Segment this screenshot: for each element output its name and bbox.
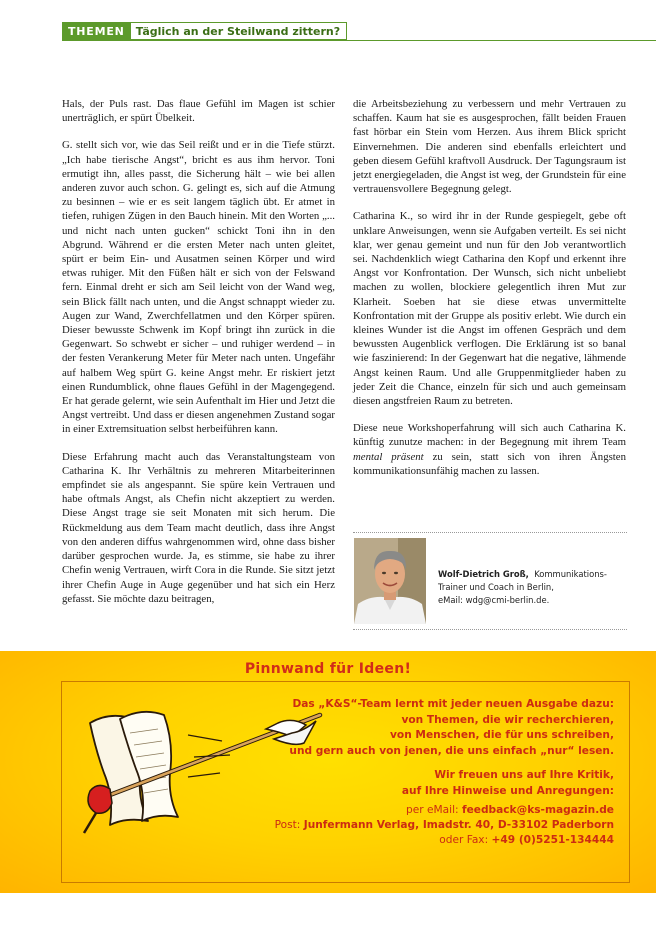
left-paragraph-2: G. stellt sich vor, wie das Seil reißt und er in die Tiefe stürzt. „Ich habe tierische Angst“, bricht es aus ihm hervor. Toni ermutigt ihn, alles passt, die Sicherung hält – wie bei allen anderen zuvor auch schon. G. gelingt es, sich auf die Atmung zu besinnen – wie er es seit langem täglich übt. Er atmet in tiefen, ruhigen Zügen in den Bauch hinein. Mit den Worten „... und nicht nach unten gucken“ schickt Toni ihn in den Abgrund. Während er die ersten Meter nach unten gleitet, spürt er beim Ein- und Ausatmen seinen Körper und wird etwas ruhiger. Mit den Füßen hält er sich von der Felswand fern. Einmal dreht er sich am Seil leicht von der Wand weg, sein Blick fällt nach unten, und die Angst schnappt wieder zu. Augen zur Wand, Zwerchfellatmen und den Körper spüren. Dieser bewusste Schwenk im Kopf bringt ihn zurück in die Gegenwart. So schwebt er sicher – und ruhiger werdend – in der festen Verankerung Meter für Meter nach unten. Ungefähr auf halbem Weg spürt G. keine Angst mehr. Er riskiert jetzt einen Rundumblick, ohne flaues Gefühl in der Magengegend. Er hat gerade gelernt, wie sein Aufenthalt im Hier und Jetzt die Angst vertreibt. Und dass er diesen angenehmen Zustand sogar in einer Extremsituation selbst herbeiführen kann. bbox=[62, 139, 335, 436]
left-paragraph-1: Hals, der Puls rast. Das flaue Gefühl im Magen ist schier unerträglich, er spürt Übelkeit. bbox=[62, 98, 335, 125]
p3-text-end: zu sein, statt sich von ihren Ängsten kommunikationsunfähig machen zu lassen. bbox=[353, 450, 626, 477]
fax-label: oder Fax: bbox=[439, 834, 492, 847]
author-name: Wolf-Dietrich Groß, bbox=[438, 569, 529, 579]
author-role-1: Kommunikations- bbox=[534, 569, 607, 579]
pinnwand-title: Pinnwand für Ideen! bbox=[244, 661, 412, 677]
message-line: von Menschen, die für uns schreiben, bbox=[390, 729, 614, 742]
author-bio bbox=[438, 568, 628, 607]
right-paragraph-3 bbox=[353, 421, 626, 478]
message-line: und gern auch von jenen, die uns einfach „nur“ lesen. bbox=[289, 744, 614, 757]
post-label: Post: bbox=[274, 819, 304, 832]
message-line: von Themen, die wir recherchieren, bbox=[401, 713, 614, 726]
fax-number: +49 (0)5251-134444 bbox=[491, 834, 614, 847]
message-line: Wir freuen uns auf Ihre Kritik, bbox=[434, 769, 614, 782]
contact-email-line bbox=[194, 803, 614, 818]
left-column bbox=[62, 97, 335, 619]
section-header bbox=[62, 22, 347, 40]
pinnwand-message bbox=[194, 697, 614, 800]
pinnwand-panel bbox=[0, 651, 656, 893]
right-paragraph-2: Catharina K., so wird ihr in der Runde gespiegelt, gebe oft unklare Anweisungen, wenn sie Aufgaben verteilt. Es sei nicht klar, wer genau gemeint und nun für den Job verantwortlich sei. Nachdenklich wiegt Catharina den Kopf und erkennt ihre Angst vor Konfrontation. Der Wunsch, sich nicht unbeliebt machen zu wollen, blockiere gelegentlich ihren Mut zur Klarheit. Soeben hat sie diese etwas unvermittelte Konfrontation mit der Gruppe als positiv erlebt. Wie durch ein kleines Wunder ist die Angst im offenen Gespräch und dem bewussten Augenblick verflogen. Die Erklärung ist so banal wie faszinierend: In der Gegenwart hat die negative, lähmende Angst keinen Raum. Und alle Gruppenmitglieder haben zu jeder Zeit die Chance, einzeln für sich und auch gemeinsam diesen angstfreien Raum zu betreten. bbox=[353, 210, 626, 408]
email-label: per eMail: bbox=[406, 804, 462, 816]
p3-italic-phrase: mental präsent bbox=[353, 450, 424, 463]
message-line: Das „K&S“-Team lernt mit jeder neuen Ausgabe dazu: bbox=[292, 698, 614, 710]
author-role-2: Trainer und Coach in Berlin, bbox=[438, 582, 554, 592]
author-box bbox=[353, 532, 627, 630]
article-title: Täglich an der Steilwand zittern? bbox=[131, 22, 347, 40]
section-tag: THEMEN bbox=[62, 22, 131, 40]
message-line: auf Ihre Hinweise und Anregungen: bbox=[401, 784, 614, 797]
contact-post-line bbox=[194, 818, 614, 833]
pinnwand-contact bbox=[194, 803, 614, 849]
feedback-email-link[interactable]: feedback@ks-magazin.de bbox=[461, 804, 614, 816]
right-column bbox=[353, 97, 626, 491]
postal-address: Junfermann Verlag, Imadstr. 40, D-33102 Paderborn bbox=[303, 819, 614, 832]
contact-fax-line bbox=[194, 833, 614, 848]
portrait-illustration bbox=[354, 538, 426, 624]
left-paragraph-3: Diese Erfahrung macht auch das Veranstaltungsteam von Catharina K. Ihr Verhältnis zu mehreren Mitarbeiterinnen empfindet sie als angespannt. Sie spüre kein Vertrauen und habe oftmals Angst, als Chefin nicht akzeptiert zu werden. Diese Angst trage sie seit Monaten mit sich herum. Die Rückmeldung aus dem Team macht deutlich, dass ihre Angst von den anderen diffus wahrgenommen wird, ohne dass bisher darüber gesprochen wurde. Ja, es stimme, sie habe zu ihrer Chefin wenig Vertrauen, wirft Cora in die Runde. Sie sitzt jetzt ihrer Chefin Auge in Auge gegenüber und hat sich ein Herz gefasst. Sie möchte dazu beitragen, bbox=[62, 450, 335, 605]
header-rule bbox=[62, 40, 656, 41]
author-photo bbox=[354, 538, 426, 624]
author-email: eMail: wdg@cmi-berlin.de. bbox=[438, 595, 550, 605]
right-paragraph-1: die Arbeitsbeziehung zu verbessern und mehr Vertrauen zu schaffen. Kaum hat sie es ausgesprochen, fällt beiden Frauen fast hörbar ein Stein vom Herzen. Aus ihrem Blick spricht Einvernehmen. Die anderen sind ebenfalls erleichtert und geben diesem Gefühl kraftvoll Ausdruck. Der Tagungsraum ist jetzt energiegeladen, die Angst ist weg, der Grundstein für eine vertrauensvollere Begegnung gelegt. bbox=[353, 98, 626, 196]
p3-text-start: Diese neue Workshoperfahrung will sich auch Catharina K. künftig zunutze machen: in der Begegnung mit ihrem Team bbox=[353, 422, 626, 449]
